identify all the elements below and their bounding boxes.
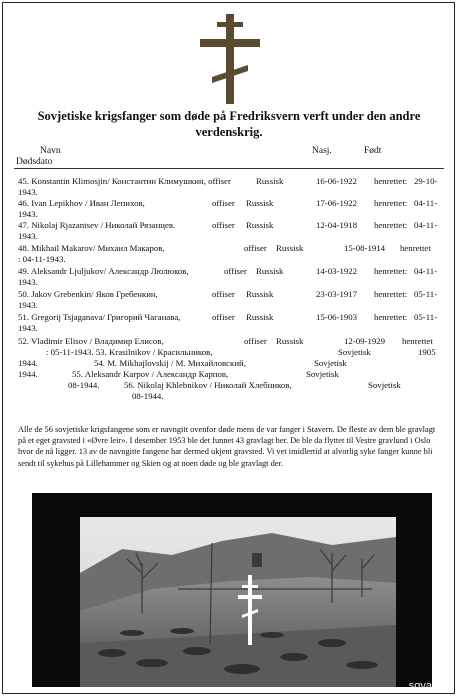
row-died-label: henrettet:: [374, 198, 408, 208]
row-died-label: henrettet:: [374, 289, 408, 299]
row-rank: offiser: [224, 266, 247, 276]
cemetery-photo-image: [32, 493, 432, 687]
row-text: : 05-11-1943. 53. Krasilnikov / Красильников,: [46, 347, 213, 357]
row-died-label: henrettet:: [374, 312, 408, 322]
row-died: 04-11-: [414, 220, 438, 230]
row-text: 08-1944.: [132, 391, 164, 401]
row-died-year: 1943.: [18, 300, 38, 310]
row-nationality: Sovjetisk: [368, 380, 401, 390]
row-nationality: Russisk: [246, 312, 274, 322]
row-nationality: Sovjetisk: [314, 358, 347, 368]
row-born: 14-03-1922: [316, 266, 358, 276]
list-item: [18, 312, 442, 334]
row-name: 56. Nikolaj Khlebnikov / Николай Хлебников,: [124, 380, 292, 390]
row-died: 04-11-: [414, 266, 438, 276]
row-name: 49. Aleksandr Ljuljukov/ Александр Люлюков,: [18, 266, 189, 276]
list-item: [18, 243, 442, 265]
row-died-year: 1943.: [18, 277, 38, 287]
row-name: 54. M. Mikhajlovskij / М. Михайловский,: [94, 358, 246, 368]
row-died-year: 1943.: [18, 187, 38, 197]
row-died-year: 1943.: [18, 323, 38, 333]
row-nationality: Russisk: [276, 243, 304, 253]
row-born: 17-06-1922: [316, 198, 358, 208]
row-rank: offiser: [244, 243, 267, 253]
row-nationality: Sovjetisk: [306, 369, 339, 379]
row-died-year: 1943.: [18, 231, 38, 241]
row-born: 16-06-1922: [316, 176, 358, 186]
row-rank: offiser: [212, 289, 235, 299]
page-title: Sovjetiske krigsfanger som døde på Fredriksvern verft under den andre verdenskrig.: [37, 109, 421, 139]
row-died: 04-11-: [414, 198, 438, 208]
row-rank: offiser: [212, 312, 235, 322]
orthodox-cross-icon: [198, 14, 262, 104]
row-nationality: Russisk: [246, 220, 274, 230]
header-born: Født: [364, 146, 382, 156]
header-died: Dødsdato: [16, 157, 53, 167]
row-died-label: henrettet:: [374, 266, 408, 276]
row-nationality: Russisk: [246, 198, 274, 208]
list-item: [18, 220, 442, 242]
row-text: 1944.: [18, 369, 38, 379]
row-name: 52. Vladimir Elisov / Владимир Елисов,: [18, 336, 164, 346]
row-born: 1905: [418, 347, 436, 357]
row-born: 15-06-1903: [316, 312, 358, 322]
list-item: [18, 198, 442, 220]
row-born: 23-03-1917: [316, 289, 358, 299]
row-born: 12-04-1918: [316, 220, 358, 230]
row-name: 48. Mikhail Makarov/ Михаил Макаров,: [18, 243, 165, 253]
row-died-year: : 04-11-1943.: [18, 254, 66, 264]
row-text: 1944.: [18, 358, 38, 368]
row-name: 45. Konstantin Klimosjin/ Константин Климушкин, offiser: [18, 176, 231, 186]
list-item: [18, 289, 442, 311]
row-name: 51. Gregorij Tsjaganava/ Григорий Чаганава,: [18, 312, 181, 322]
row-died-label: henrettet:: [374, 220, 408, 230]
row-born: 12-09-1929: [344, 336, 386, 346]
row-died: 29-10-: [414, 176, 438, 186]
row-died-year: 1943.: [18, 209, 38, 219]
header-name: Navn: [40, 146, 61, 156]
row-born: 15-08-1914: [344, 243, 386, 253]
row-nationality: Russisk: [256, 176, 284, 186]
row-nationality: Sovjetisk: [338, 347, 371, 357]
row-nationality: Russisk: [276, 336, 304, 346]
list-item: [18, 176, 442, 198]
row-died: 05-11-: [414, 312, 438, 322]
row-name: 47. Nikolaj Rjazantsev / Николай Рязанцев.: [18, 220, 176, 230]
header-nationality: Nasj.: [312, 146, 332, 156]
row-rank: offiser: [212, 198, 235, 208]
row-nationality: Russisk: [246, 289, 274, 299]
header-divider: [14, 168, 444, 169]
row-died: 05-11-: [414, 289, 438, 299]
cemetery-photo: [32, 493, 432, 687]
description-paragraph: Alle de 56 sovjetiske krigsfangene som er navngitt ovenfor døde mens de var fanger i Stavern. De fleste av dem ble gravlagt på et eget gravsted i «Øvre leir». I desember 1953 ble det funnet 43 gravlagt her. De ble da flyttet til Vestre gravlund i Oslo hvor de nå ligger. 13 av de navngitte fangene har dermed ukjent gravsted. Vi vet imidlertid at alvorlig syke fanger kunne bli sendt til sykehus på Lillehammer og Skien og at noen døde og ble gravlagt der.: [18, 425, 436, 468]
row-rank: offiser: [212, 220, 235, 230]
row-died-label: henrettet: [400, 243, 431, 253]
row-name: 55. Aleksandr Karpov / Александр Карпов,: [72, 369, 229, 379]
row-died-label: henrettet:: [374, 176, 408, 186]
row-name: 46. Ivan Lepikhov / Иван Лепихов,: [18, 198, 145, 208]
watermark: sgvavia: [408, 680, 446, 692]
row-text: 08-1944.: [68, 380, 100, 390]
row-rank: offiser: [244, 336, 267, 346]
row-name: 50. Jakov Grebenkin/ Яков Гребенкин,: [18, 289, 158, 299]
row-died-label: henrettet: [402, 336, 433, 346]
row-nationality: Russisk: [256, 266, 284, 276]
list-item: [18, 266, 442, 288]
